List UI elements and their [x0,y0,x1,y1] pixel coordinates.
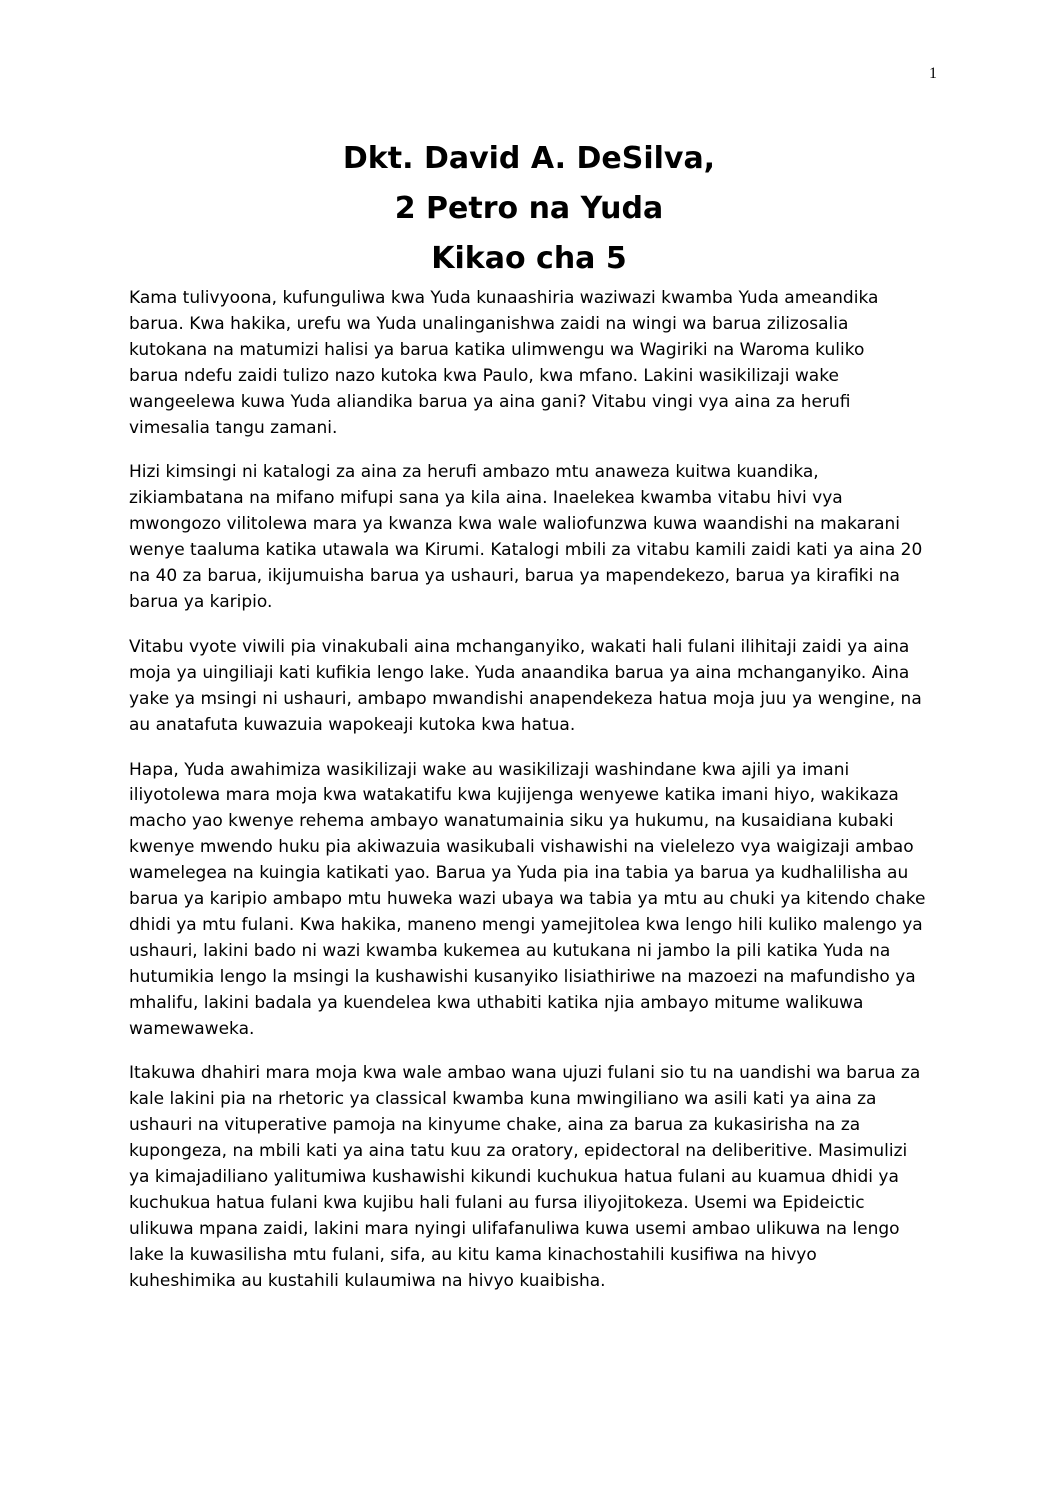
title-line-author: Dkt. David A. DeSilva, [342,141,716,176]
paragraph-1 [129,286,929,441]
text-line: wamewaweka. [129,1018,255,1039]
page-number: 1 [929,65,937,82]
text-line: mhalifu, lakini badala ya kuendelea kwa uthabiti katika njia ambayo mitume walikuwa [129,992,864,1013]
paragraph-5 [129,1061,929,1294]
text-line: iliyotolewa mara moja kwa watakatifu kwa kujijenga wenyewe katika imani hiyo, wakikaza [129,785,899,806]
text-line: ushauri na vituperative pamoja na kinyume chake, aina za barua za kukasirisha na za [129,1115,861,1136]
text-line: dhidi ya mtu fulani. Kwa hakika, maneno mengi yamejitolea kwa lengo hili kuliko malengo ya [129,914,923,935]
text-line: au anatafuta kuwazuia wapokeaji kutoka kwa hatua. [129,714,576,735]
text-line: zikiambatana na mifano mifupi sana ya kila aina. Inaelekea kwamba vitabu hivi vya [129,488,843,509]
title-line-book: 2 Petro na Yuda [394,191,664,226]
text-line: Hapa, Yuda awahimiza wasikilizaji wake au wasikilizaji washindane kwa ajili ya imani [129,759,850,780]
text-line: lake la kuwasilisha mtu fulani, sifa, au kitu kama kinachostahili kusifiwa na hivyo [129,1244,817,1265]
text-line: barua ndefu zaidi tulizo nazo kutoka kwa Paulo, kwa mfano. Lakini wasikilizaji wake [129,365,839,386]
text-line: Hizi kimsingi ni katalogi za aina za herufi ambazo mtu anaweza kuitwa kuandika, [129,462,819,483]
text-line: moja ya uingiliaji kati kufikia lengo lake. Yuda anaandika barua ya aina mchanganyiko. Aina [129,662,910,683]
text-line: wamelegea na kuingia katikati yao. Barua ya Yuda pia ina tabia ya barua ya kudhalilisha au [129,863,909,884]
text-line: wangeelewa kuwa Yuda aliandika barua ya aina gani? Vitabu vingi vya aina za herufi [129,391,851,412]
text-line: kwenye mwendo huku pia akiwazuia wasikubali vishawishi na vielelezo vya waigizaji ambao [129,837,914,858]
paragraph-3 [129,635,929,739]
text-line: Itakuwa dhahiri mara moja kwa wale ambao wana ujuzi fulani sio tu na uandishi wa barua za [129,1063,921,1084]
title-line-session: Kikao cha 5 [431,241,627,276]
text-line: barua. Kwa hakika, urefu wa Yuda unalinganishwa zaidi na wingi wa barua zilizosalia [129,313,849,334]
text-line: hutumikia lengo la msingi la kushawishi kusanyiko lisiathiriwe na mazoezi na mafundisho ya [129,966,916,987]
text-line: kale lakini pia na rhetoric ya classical kwamba kuna mwingiliano wa asili kati ya aina za [129,1089,877,1110]
text-line: yake ya msingi ni ushauri, ambapo mwandishi anapendekeza hatua moja juu ya wengine, na [129,688,922,709]
text-line: kupongeza, na mbili kati ya aina tatu kuu za oratory, epidectoral na deliberitive. Masimulizi [129,1141,908,1162]
paragraph-2 [129,460,929,615]
text-line: ulikuwa mpana zaidi, lakini mara nyingi ulifafanuliwa kuwa usemi ambao ulikuwa na lengo [129,1218,900,1239]
paragraph-4 [129,758,929,1043]
text-line: Kama tulivyoona, kufunguliwa kwa Yuda kunaashiria waziwazi kwamba Yuda ameandika [129,288,879,308]
text-line: vimesalia tangu zamani. [129,417,338,438]
text-line: macho yao kwenye rehema ambayo wanatumainia siku ya hukumu, na kusaidiana kubaki [129,811,894,832]
document-body [129,286,929,1314]
text-line: kuheshimika au kustahili kulaumiwa na hivyo kuaibisha. [129,1270,606,1291]
text-line: barua ya karipio ambapo mtu huweka wazi ubaya wa tabia ya mtu au chuki ya kitendo chake [129,889,926,910]
text-line: mwongozo vilitolewa mara ya kwanza kwa wale waliofunzwa kuwa waandishi na makarani [129,514,900,535]
text-line: Vitabu vyote viwili pia vinakubali aina mchanganyiko, wakati hali fulani ilihitaji zaidi ya aina [129,636,910,657]
document-title [129,134,929,284]
text-line: na 40 za barua, ikijumuisha barua ya ushauri, barua ya mapendekezo, barua ya kirafiki na [129,566,900,587]
text-line: ya kimajadiliano yalitumiwa kushawishi kikundi kuchukua hatua fulani au kuamua dhidi ya [129,1167,899,1188]
text-line: wenye taaluma katika utawala wa Kirumi. Katalogi mbili za vitabu kamili zaidi kati ya aina 20 [129,540,923,561]
text-line: kuchukua hatua fulani kwa kujibu hali fulani au fursa iliyojitokeza. Usemi wa Epideictic [129,1193,865,1213]
text-line: ushauri, lakini bado ni wazi kwamba kukemea au kutukana ni jambo la pili katika Yuda na [129,940,891,961]
text-line: barua ya karipio. [129,591,273,612]
text-line: kutokana na matumizi halisi ya barua katika ulimwengu wa Wagiriki na Waroma kuliko [129,339,865,360]
